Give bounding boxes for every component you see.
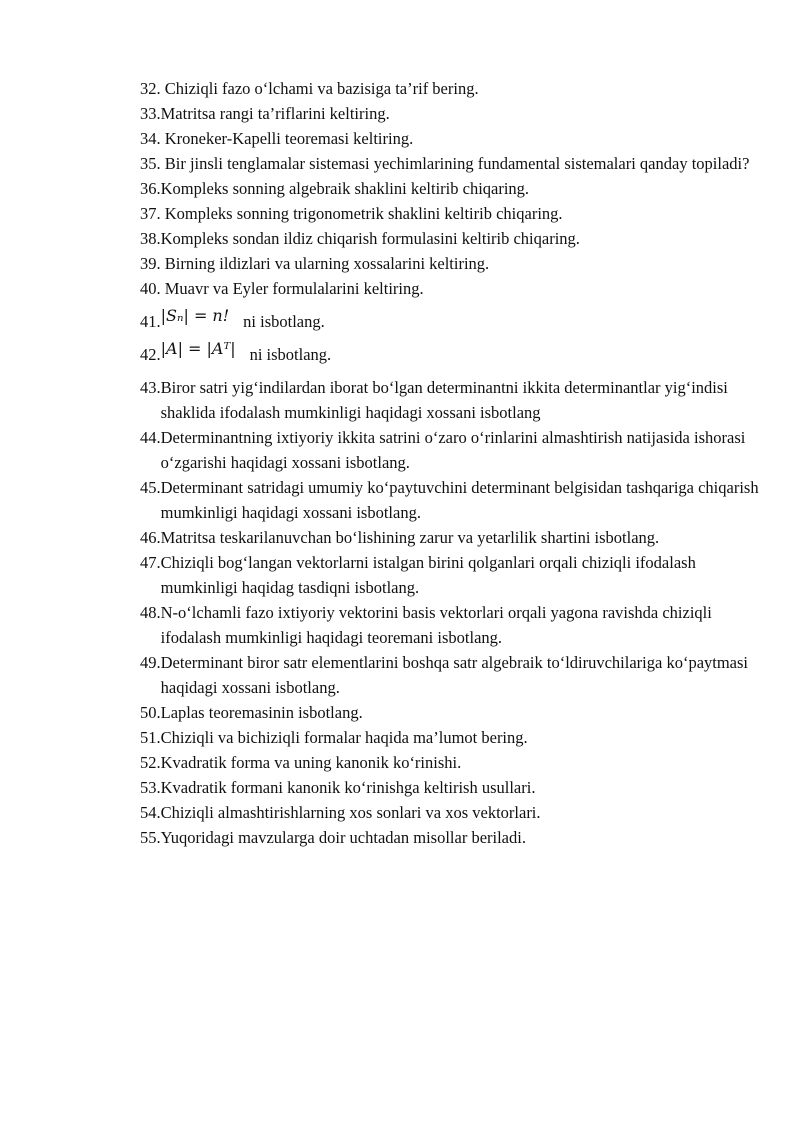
question-number: 54.: [140, 803, 161, 822]
question-number: 49.: [140, 653, 161, 672]
question-35: [140, 151, 760, 176]
question-54: [140, 800, 760, 825]
question-text: Determinantning ixtiyoriy ikkita satrini o‘zaro o‘rinlarini almashtirish natijasida ishorasi o‘zgarishi haqidagi xossani isbotlang.: [160, 428, 746, 472]
formula: |Sₙ| = n!: [160, 306, 230, 325]
question-text: Kroneker-Kapelli teoremasi keltiring.: [164, 129, 414, 148]
question-number: 47.: [140, 553, 161, 572]
question-number: 55.: [140, 828, 161, 847]
question-text: Biror satri yig‘indilardan iborat bo‘lgan determinantni ikkita determinantlar yig‘indisi shaklida ifodalash mumkinligi haqidagi xossani isbotlang: [160, 378, 728, 422]
question-number: 34.: [140, 129, 165, 148]
question-number: 40.: [140, 279, 165, 298]
question-44: [140, 425, 760, 475]
question-55: [140, 825, 760, 850]
question-text: Kvadratik formani kanonik ko‘rinishga keltirish usullari.: [160, 778, 536, 797]
question-text: Kompleks sonning algebraik shaklini keltirib chiqaring.: [160, 179, 530, 198]
question-text: Yuqoridagi mavzularga doir uchtadan misollar beriladi.: [160, 828, 526, 847]
question-text: Kompleks sondan ildiz chiqarish formulasini keltirib chiqaring.: [160, 229, 580, 248]
question-36: [140, 176, 760, 201]
question-text: Chiziqli va bichiziqli formalar haqida ma’lumot bering.: [160, 728, 528, 747]
formula: |A| = |Aᵀ|: [160, 339, 236, 358]
question-45: [140, 475, 760, 525]
question-49: [140, 650, 760, 700]
question-text: Matritsa rangi ta’riflarini keltiring.: [160, 104, 390, 123]
question-number: 41.: [140, 312, 161, 331]
question-text: Chiziqli fazo o‘lchami va bazisiga ta’rif bering.: [164, 79, 479, 98]
question-32: [140, 76, 760, 101]
question-number: 42.: [140, 345, 161, 364]
question-text: ni isbotlang.: [249, 345, 332, 364]
question-number: 38.: [140, 229, 161, 248]
question-38: [140, 226, 760, 251]
question-text: ni isbotlang.: [243, 312, 325, 331]
question-number: 36.: [140, 179, 161, 198]
question-text: Birning ildizlari va ularning xossalarini keltiring.: [164, 254, 490, 273]
question-number: 48.: [140, 603, 161, 622]
question-39: [140, 251, 760, 276]
question-43: [140, 375, 760, 425]
question-text: Matritsa teskarilanuvchan bo‘lishining zarur va yetarlilik shartini isbotlang.: [160, 528, 660, 547]
question-number: 50.: [140, 703, 161, 722]
question-50: [140, 700, 760, 725]
question-number: 51.: [140, 728, 161, 747]
question-number: 43.: [140, 378, 161, 397]
question-number: 37.: [140, 204, 165, 223]
question-number: 53.: [140, 778, 161, 797]
question-48: [140, 600, 760, 650]
question-40: [140, 276, 760, 301]
question-text: N-o‘lchamli fazo ixtiyoriy vektorini basis vektorlari orqali yagona ravishda chiziqli ifodalash mumkinligi haqidagi teoremani isbotlang.: [160, 603, 712, 647]
question-37: [140, 201, 760, 226]
question-text: Chiziqli almashtirishlarning xos sonlari va xos vektorlari.: [160, 803, 541, 822]
question-42: [140, 339, 760, 367]
question-number: 35.: [140, 154, 165, 173]
question-text: Chiziqli bog‘langan vektorlarni istalgan birini qolganlari orqali chiziqli ifodalash mumkinligi haqidag tasdiqni isbotlang.: [160, 553, 696, 597]
question-47: [140, 550, 760, 600]
question-text: Determinant satridagi umumiy ko‘paytuvchini determinant belgisidan tashqariga chiqarish mumkinligi haqidagi xossani isbotlang.: [160, 478, 759, 522]
question-53: [140, 775, 760, 800]
question-text: Laplas teoremasinin isbotlang.: [160, 703, 363, 722]
question-41: [140, 306, 760, 334]
question-number: 46.: [140, 528, 161, 547]
question-34: [140, 126, 760, 151]
question-text: Kompleks sonning trigonometrik shaklini keltirib chiqaring.: [164, 204, 563, 223]
question-number: 33.: [140, 104, 161, 123]
question-text: Determinant biror satr elementlarini boshqa satr algebraik to‘ldiruvchilariga ko‘paytmasi haqidagi xossani isbotlang.: [160, 653, 749, 697]
question-number: 32.: [140, 79, 165, 98]
question-list: [140, 76, 760, 850]
question-number: 45.: [140, 478, 161, 497]
question-46: [140, 525, 760, 550]
question-text: Muavr va Eyler formulalarini keltiring.: [164, 279, 424, 298]
question-text: Bir jinsli tenglamalar sistemasi yechimlarining fundamental sistemalari qanday topiladi?: [164, 154, 750, 173]
question-33: [140, 101, 760, 126]
question-text: Kvadratik forma va uning kanonik ko‘rinishi.: [160, 753, 462, 772]
question-51: [140, 725, 760, 750]
question-number: 52.: [140, 753, 161, 772]
question-number: 39.: [140, 254, 165, 273]
question-number: 44.: [140, 428, 161, 447]
question-52: [140, 750, 760, 775]
